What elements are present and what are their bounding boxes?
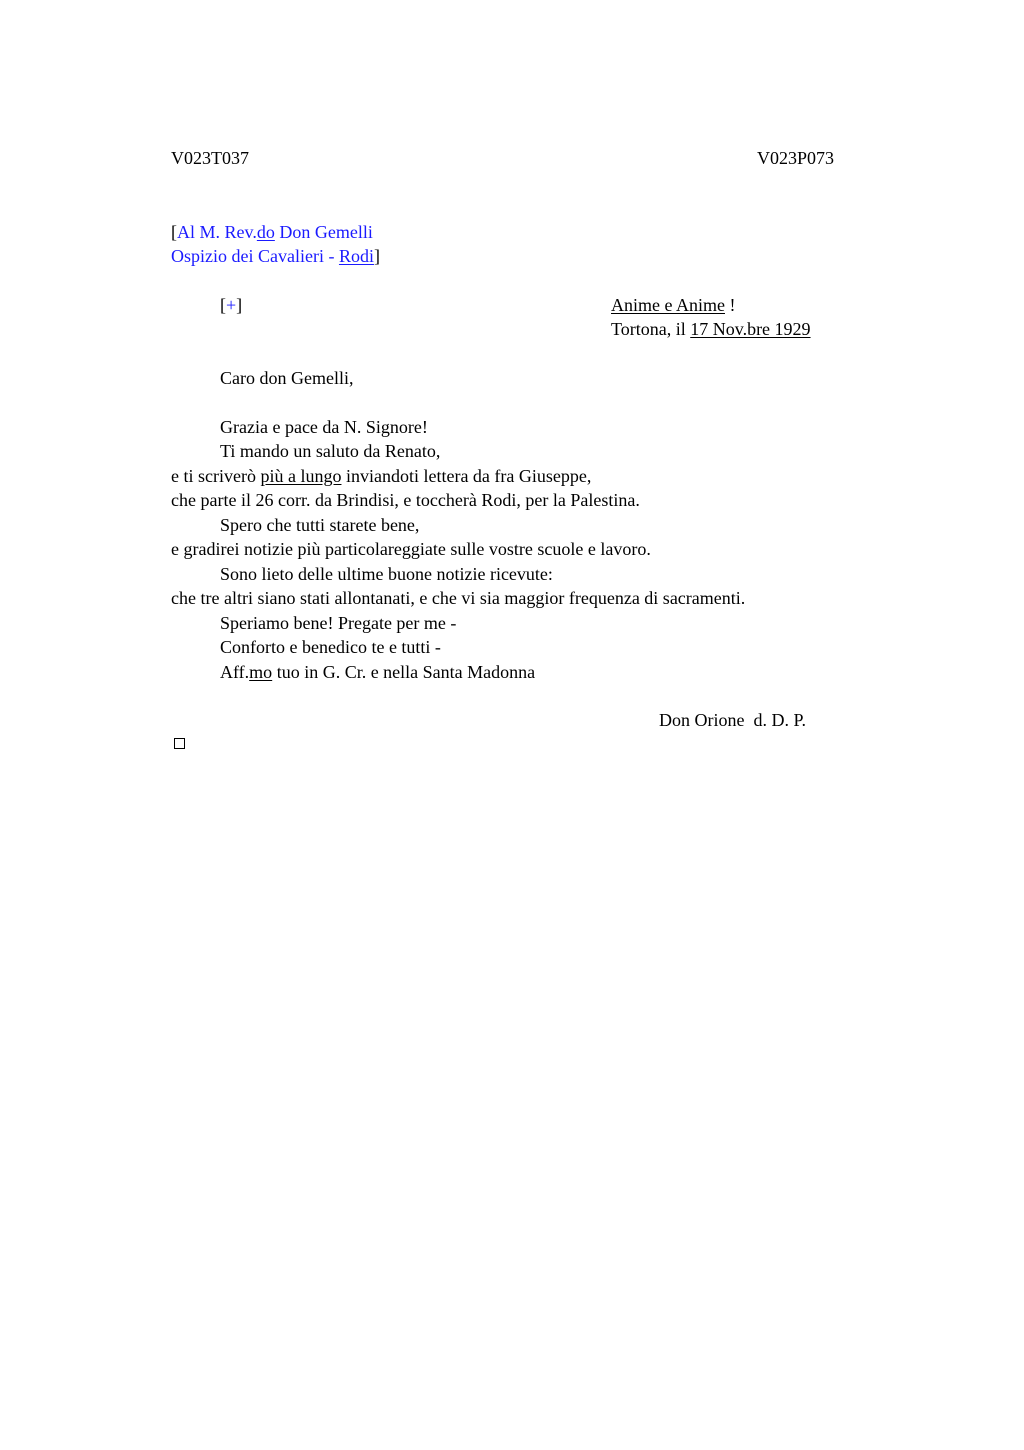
motto-suffix: ! [724, 295, 736, 315]
body-line-1: Grazia e pace da N. Signore! [220, 417, 428, 437]
cross-mark [220, 294, 242, 316]
salutation: Caro don Gemelli, [220, 368, 354, 388]
document-code-right: V023P073 [757, 148, 835, 168]
body-line-10: Conforto e benedico te e tutti - [220, 637, 441, 657]
motto [611, 294, 735, 316]
closing-line-end: tuo in G. Cr. e nella Santa Madonna [272, 662, 536, 682]
closing-line-abbreviation: mo [249, 662, 273, 682]
body-line-7: Sono lieto delle ultime buone notizie ricevute: [220, 564, 553, 584]
body-line-9: Speriamo bene! Pregate per me - [220, 613, 457, 633]
address-abbreviation: do [256, 222, 275, 242]
body-line-2: Ti mando un saluto da Renato, [220, 441, 441, 461]
cross-symbol: + [226, 295, 237, 315]
address-line-2 [171, 245, 380, 267]
dateline-date: 17 Nov.bre 1929 [690, 319, 811, 339]
cross-close-bracket: ] [236, 295, 243, 315]
body-line-8: che tre altri siano stati allontanati, e che vi sia maggior frequenza di sacramenti. [171, 588, 746, 608]
address-institution: Ospizio dei Cavalieri - [171, 246, 339, 266]
dateline-place: Tortona, il [611, 319, 691, 339]
body-line-6: e gradirei notizie più particolareggiate sulle vostre scuole e lavoro. [171, 539, 651, 559]
body-line-3 [171, 465, 591, 487]
cross-open-bracket: [ [220, 295, 226, 315]
address-recipient-title: Al M. Rev. [177, 222, 257, 242]
body-line-3-end: inviandoti lettera da fra Giuseppe, [341, 466, 592, 486]
motto-text: Anime e Anime [611, 295, 725, 315]
closing-line-start: Aff. [220, 662, 250, 682]
signature: Don Orione d. D. P. [659, 710, 806, 730]
end-marker-box [174, 738, 185, 749]
body-line-3-underlined: più a lungo [260, 466, 342, 486]
document-code-left: V023T037 [171, 148, 249, 168]
closing-line [220, 661, 535, 683]
address-recipient-name: Don Gemelli [274, 222, 373, 242]
address-open-bracket: [ [171, 222, 177, 242]
body-line-3-start: e ti scriverò [171, 466, 261, 486]
body-line-5: Spero che tutti starete bene, [220, 515, 420, 535]
address-close-bracket: ] [373, 246, 380, 266]
body-line-4: che parte il 26 corr. da Brindisi, e toccherà Rodi, per la Palestina. [171, 490, 640, 510]
address-place: Rodi [338, 246, 374, 266]
address-line-1 [171, 221, 373, 243]
dateline [611, 318, 811, 340]
